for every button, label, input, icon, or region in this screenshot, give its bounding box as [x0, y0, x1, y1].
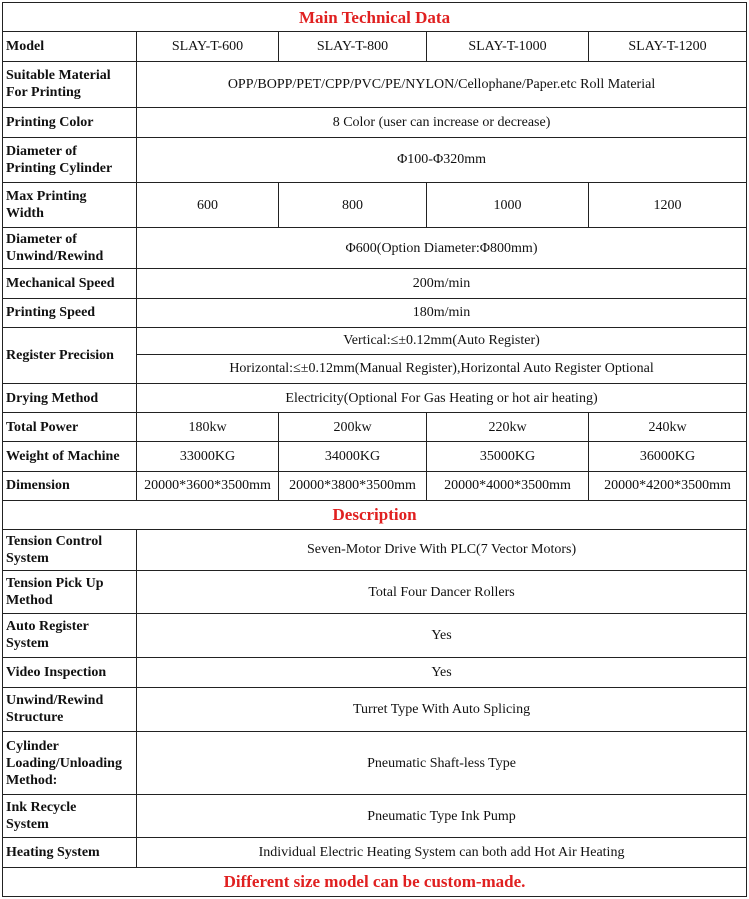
dimension-value: 20000*3600*3500mm — [137, 471, 279, 500]
unwind-diameter-value: Φ600(Option Diameter:Φ800mm) — [137, 228, 747, 269]
video-inspection-value: Yes — [137, 657, 747, 687]
dimension-label: Dimension — [3, 471, 137, 500]
label-line: System — [6, 636, 49, 652]
label-line: Tension Pick Up — [6, 576, 104, 592]
drying-method-value: Electricity(Optional For Gas Heating or hot air heating) — [137, 384, 747, 413]
dimension-value: 20000*4200*3500mm — [589, 471, 747, 500]
cylinder-diameter-label — [3, 137, 137, 182]
max-printing-width-value: 600 — [137, 182, 279, 227]
model-row — [3, 32, 747, 62]
label-line: Max Printing — [6, 189, 87, 205]
printing-speed-label: Printing Speed — [3, 298, 137, 327]
description-title: Description — [3, 500, 747, 529]
max-printing-width-label — [3, 182, 137, 227]
printing-color-row — [3, 107, 747, 137]
unwind-structure-label — [3, 687, 137, 731]
model-label: Model — [3, 32, 137, 62]
total-power-value: 240kw — [589, 413, 747, 442]
cylinder-diameter-value: Φ100-Φ320mm — [137, 137, 747, 182]
mechanical-speed-label: Mechanical Speed — [3, 269, 137, 298]
model-value: SLAY-T-600 — [137, 32, 279, 62]
auto-register-label — [3, 614, 137, 657]
weight-label: Weight of Machine — [3, 442, 137, 471]
tension-control-label — [3, 529, 137, 570]
heating-system-label: Heating System — [3, 838, 137, 867]
dimension-row — [3, 471, 747, 500]
label-line: Cylinder — [6, 738, 59, 754]
label-line: Auto Register — [6, 619, 89, 635]
video-inspection-row — [3, 657, 747, 687]
weight-row — [3, 442, 747, 471]
suitable-material-value: OPP/BOPP/PET/CPP/PVC/PE/NYLON/Cellophane/Paper.etc Roll Material — [137, 62, 747, 107]
label-line: Loading/Unloading — [6, 755, 122, 771]
max-printing-width-row — [3, 182, 747, 227]
unwind-structure-row — [3, 687, 747, 731]
printing-speed-row — [3, 298, 747, 327]
footer-note: Different size model can be custom-made. — [3, 867, 747, 896]
mechanical-speed-row — [3, 269, 747, 298]
label-line: Tension Control — [6, 533, 103, 549]
label-line: Width — [6, 206, 44, 222]
register-precision-vertical: Vertical:≤±0.12mm(Auto Register) — [137, 327, 747, 354]
label-line: Ink Recycle — [6, 800, 77, 816]
tension-pickup-row — [3, 571, 747, 614]
ink-recycle-row — [3, 795, 747, 838]
heating-system-value: Individual Electric Heating System can both add Hot Air Heating — [137, 838, 747, 867]
footer-row — [3, 867, 747, 896]
description-title-row — [3, 500, 747, 529]
register-precision-horizontal: Horizontal:≤±0.12mm(Manual Register),Horizontal Auto Register Optional — [137, 354, 747, 383]
main-title-row — [3, 3, 747, 32]
label-line: Unwind/Rewind — [6, 249, 104, 265]
max-printing-width-value: 1000 — [427, 182, 589, 227]
max-printing-width-value: 800 — [279, 182, 427, 227]
total-power-label: Total Power — [3, 413, 137, 442]
suitable-material-label — [3, 62, 137, 107]
register-precision-label: Register Precision — [3, 327, 137, 383]
cylinder-loading-label — [3, 731, 137, 794]
label-line: Printing Cylinder — [6, 160, 113, 176]
auto-register-value: Yes — [137, 614, 747, 657]
label-line: System — [6, 817, 49, 833]
main-title: Main Technical Data — [3, 3, 747, 32]
label-line: Diameter of — [6, 143, 77, 159]
weight-value: 35000KG — [427, 442, 589, 471]
weight-value: 36000KG — [589, 442, 747, 471]
unwind-diameter-row — [3, 228, 747, 269]
cylinder-diameter-row — [3, 137, 747, 182]
total-power-value: 200kw — [279, 413, 427, 442]
dimension-value: 20000*4000*3500mm — [427, 471, 589, 500]
auto-register-row — [3, 614, 747, 657]
printing-speed-value: 180m/min — [137, 298, 747, 327]
suitable-material-row — [3, 62, 747, 107]
tension-control-value: Seven-Motor Drive With PLC(7 Vector Motors) — [137, 529, 747, 570]
label-line: Method — [6, 593, 53, 609]
model-value: SLAY-T-1000 — [427, 32, 589, 62]
printing-color-label: Printing Color — [3, 107, 137, 137]
video-inspection-label: Video Inspection — [3, 657, 137, 687]
printing-color-value: 8 Color (user can increase or decrease) — [137, 107, 747, 137]
label-line: Method: — [6, 772, 58, 788]
register-precision-row — [3, 327, 747, 354]
drying-method-label: Drying Method — [3, 384, 137, 413]
dimension-value: 20000*3800*3500mm — [279, 471, 427, 500]
mechanical-speed-value: 200m/min — [137, 269, 747, 298]
label-line: Suitable Material — [6, 68, 111, 84]
unwind-structure-value: Turret Type With Auto Splicing — [137, 687, 747, 731]
ink-recycle-label — [3, 795, 137, 838]
label-line: Structure — [6, 710, 64, 726]
drying-method-row — [3, 384, 747, 413]
weight-value: 33000KG — [137, 442, 279, 471]
tension-pickup-value: Total Four Dancer Rollers — [137, 571, 747, 614]
technical-data-table — [2, 2, 747, 897]
label-line: Diameter of — [6, 232, 77, 248]
unwind-diameter-label — [3, 228, 137, 269]
weight-value: 34000KG — [279, 442, 427, 471]
label-line: Unwind/Rewind — [6, 693, 104, 709]
label-line: For Printing — [6, 85, 81, 101]
total-power-row — [3, 413, 747, 442]
total-power-value: 220kw — [427, 413, 589, 442]
cylinder-loading-value: Pneumatic Shaft-less Type — [137, 731, 747, 794]
total-power-value: 180kw — [137, 413, 279, 442]
model-value: SLAY-T-1200 — [589, 32, 747, 62]
tension-pickup-label — [3, 571, 137, 614]
heating-system-row — [3, 838, 747, 867]
cylinder-loading-row — [3, 731, 747, 794]
ink-recycle-value: Pneumatic Type Ink Pump — [137, 795, 747, 838]
max-printing-width-value: 1200 — [589, 182, 747, 227]
label-line: System — [6, 550, 49, 566]
model-value: SLAY-T-800 — [279, 32, 427, 62]
tension-control-row — [3, 529, 747, 570]
